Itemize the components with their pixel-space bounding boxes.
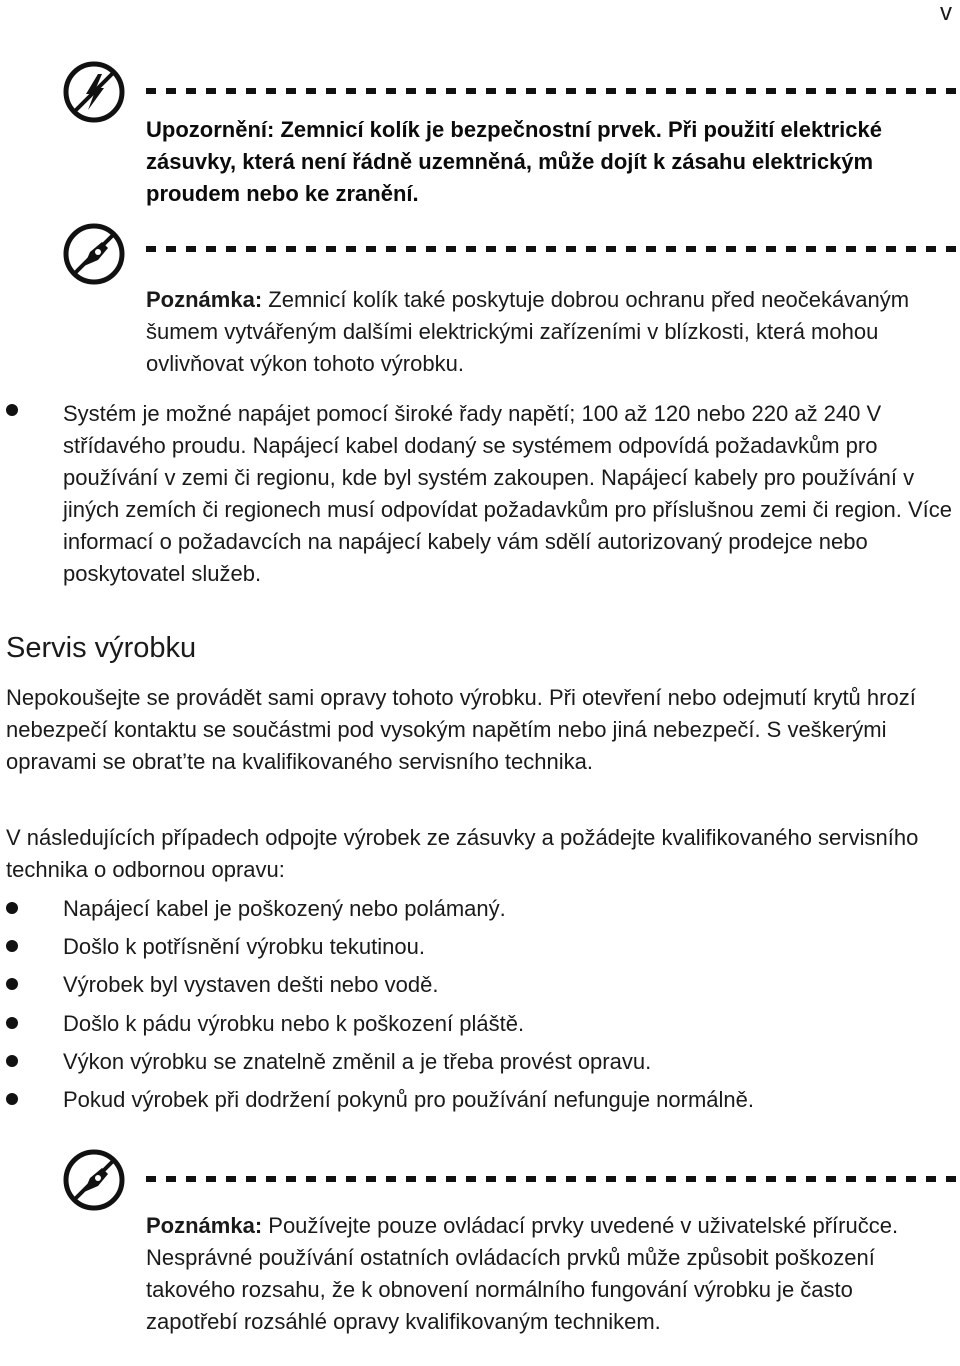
note2-text: Používejte pouze ovládací prvky uvedené v uživatelské příručce. Nesprávné používání ostatních ovládacích prvků může způsobit poškození takového rozsahu, že k obnovení normálního fungování výrobku je často zapotřebí rozsáhlé opravy kvalifikovaným technikem.	[146, 1213, 899, 1334]
note2-separator	[146, 1176, 958, 1182]
note2-label: Poznámka:	[146, 1213, 263, 1238]
pen-note-icon	[62, 1148, 126, 1212]
bullet-icon	[6, 404, 18, 416]
bullet-icon	[6, 978, 18, 990]
bullet-icon	[6, 1093, 18, 1105]
warning-callout	[146, 114, 946, 210]
lightning-bolt-icon	[62, 60, 126, 124]
paragraph-1: Nepokoušejte se provádět sami opravy tohoto výrobku. Při otevření nebo odejmutí krytů hrozí nebezpečí kontaktu se součástmi pod vysokým napětím nebo jiná nebezpečí. S veškerými opravami se obrat’te na kvalifikovaného servisního technika.	[6, 685, 916, 774]
bullet-icon	[6, 940, 18, 952]
section-title: Servis výrobku	[6, 632, 197, 664]
note1-text: Zemnicí kolík také poskytuje dobrou ochranu před neočekávaným šumem vytvářeným dalšími elektrickými zařízeními v blízkosti, která mohou ovlivňovat výkon tohoto výrobku.	[146, 287, 910, 376]
power-bullet-text: Systém je možné napájet pomocí široké řady napětí; 100 až 120 nebo 220 až 240 V střídavého proudu. Napájecí kabel dodaný se systémem odpovídá požadavkům pro používání v zemi či regionu, kde byl systém zakoupen. Napájecí kabely pro používání v jiných zemích či regionech musí odpovídat požadavkům pro příslušnou zemi či region. Více informací o požadavcích na napájecí kabely vám sdělí autorizovaný prodejce nebo poskytovatel služeb.	[63, 401, 952, 586]
bullet-icon	[6, 1017, 18, 1029]
list-item: Došlo k potřísnění výrobku tekutinou.	[63, 934, 425, 959]
note1-callout	[146, 284, 946, 380]
warning-separator	[146, 88, 958, 94]
bullet-icon	[6, 1055, 18, 1067]
list-item: Výkon výrobku se znatelně změnil a je třeba provést opravu.	[63, 1049, 652, 1074]
list-item: Došlo k pádu výrobku nebo k poškození pláště.	[63, 1011, 525, 1036]
note2-callout	[146, 1210, 946, 1338]
note1-label: Poznámka:	[146, 287, 263, 312]
list-item: Pokud výrobek při dodržení pokynů pro používání nefunguje normálně.	[63, 1087, 754, 1112]
note1-separator	[146, 246, 958, 252]
page-number: v	[940, 0, 952, 26]
pen-note-icon	[62, 222, 126, 286]
warning-text: Zemnicí kolík je bezpečnostní prvek. Při použití elektrické zásuvky, která není řádně uzemněná, může dojít k zásahu elektrickým proudem nebo ke zranění.	[146, 117, 882, 206]
bullet-icon	[6, 902, 18, 914]
warning-label: Upozornění:	[146, 117, 275, 142]
paragraph-2: V následujících případech odpojte výrobek ze zásuvky a požádejte kvalifikovaného servisního technika o odbornou opravu:	[6, 825, 919, 882]
list-item: Napájecí kabel je poškozený nebo polámaný.	[63, 896, 506, 921]
list-item: Výrobek byl vystaven dešti nebo vodě.	[63, 972, 439, 997]
